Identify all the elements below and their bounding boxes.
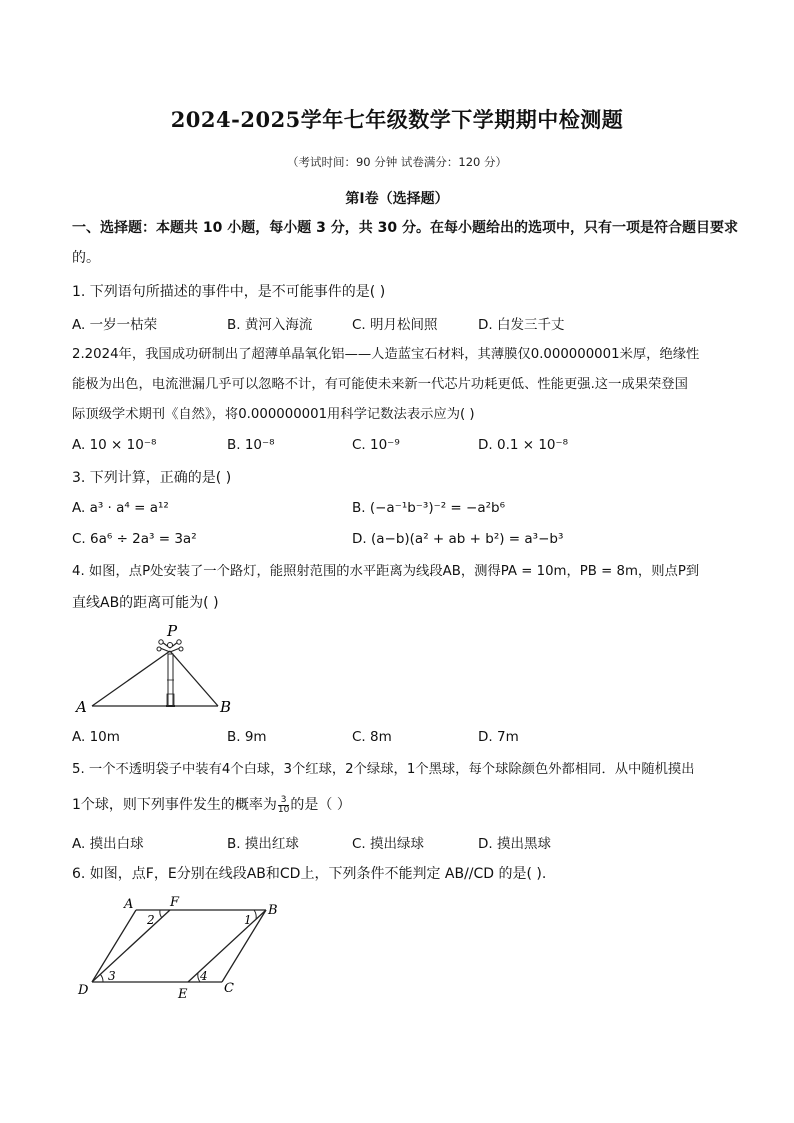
question-2-option-c[interactable]: C. 10⁻⁹	[352, 437, 400, 453]
question-4-option-d[interactable]: D. 7m	[478, 729, 519, 745]
section-title: 第Ⅰ卷（选择题）	[345, 191, 449, 207]
lamp-post-icon	[157, 640, 183, 706]
question-2-line-1: 2.2024年，我国成功研制出了超薄单晶氧化铝——人造蓝宝石材料，其薄膜仅0.000000001米厚，绝缘性	[72, 347, 700, 362]
question-4-line-2: 直线AB的距离可能为( )	[72, 595, 219, 611]
question-3-option-b[interactable]: B. (−a⁻¹b⁻³)⁻² = −a²b⁶	[352, 500, 506, 516]
question-2-option-d[interactable]: D. 0.1 × 10⁻⁸	[478, 437, 569, 453]
label-a: A	[76, 698, 87, 716]
question-3-option-a[interactable]: A. a³ · a⁴ = a¹²	[72, 500, 169, 516]
segment-fd	[92, 910, 170, 982]
question-1-option-b[interactable]: B. 黄河入海流	[227, 317, 313, 333]
question-5-line-2	[72, 795, 351, 815]
question-5-option-c[interactable]: C. 摸出绿球	[352, 836, 425, 852]
label-f: F	[170, 895, 180, 910]
label-p: P	[167, 622, 178, 640]
instructions-line-2: 的。	[72, 250, 100, 266]
question-3-option-d[interactable]: D. (a−b)(a² + ab + b²) = a³−b³	[352, 531, 564, 547]
question-6-stem: 6. 如图，点F，E分别在线段AB和CD上，下列条件不能判定 AB//CD 的是( ).	[72, 866, 547, 882]
question-2-option-a[interactable]: A. 10 × 10⁻⁸	[72, 437, 157, 453]
question-4-line-1: 4. 如图，点P处安装了一个路灯，能照射范围的水平距离为线段AB，测得PA = 10m，PB = 8m，则点P到	[72, 564, 700, 579]
streetlight-figure	[70, 620, 240, 720]
label-a: A	[124, 897, 134, 912]
segment-pa	[92, 651, 170, 706]
question-2-line-3: 际顶级学术期刊《自然》，将0.000000001用科学记数法表示应为( )	[72, 407, 475, 422]
question-1-option-a[interactable]: A. 一岁一枯荣	[72, 317, 158, 333]
question-5-option-d[interactable]: D. 摸出黑球	[478, 836, 551, 852]
question-1-stem: 1. 下列语句所描述的事件中，是不可能事件的是( )	[72, 284, 386, 300]
label-b: B	[220, 698, 232, 716]
instructions-line-1: 一、选择题：本题共 10 小题，每小题 3 分，共 30 分。在每小题给出的选项中，只有一项是符合题目要求	[72, 220, 738, 236]
question-2-line-2: 能极为出色，电流泄漏几乎可以忽略不计，有可能使未来新一代芯片功耗更低、性能更强.这一成果荣登国	[72, 377, 688, 392]
question-2-option-b[interactable]: B. 10⁻⁸	[227, 437, 275, 453]
question-5-line-2-tail: 的是（ ）	[290, 797, 351, 813]
question-1-option-d[interactable]: D. 白发三千丈	[478, 317, 565, 333]
label-c: C	[224, 981, 234, 996]
angle-label-1: 1	[244, 913, 252, 927]
page-title: 2024-2025学年七年级数学下学期期中检测题	[170, 107, 624, 132]
fraction-numerator: 3	[278, 796, 289, 806]
question-5-option-b[interactable]: B. 摸出红球	[227, 836, 299, 852]
question-3-option-c[interactable]: C. 6a⁶ ÷ 2a³ = 3a²	[72, 531, 197, 547]
parallelogram-figure	[72, 892, 287, 1004]
angle-label-4: 4	[200, 969, 208, 983]
angle-label-2: 2	[147, 913, 155, 927]
question-1-option-c[interactable]: C. 明月松间照	[352, 317, 438, 333]
question-5-line-1: 5. 一个不透明袋子中装有4个白球，3个红球，2个绿球，1个黑球，每个球除颜色外都相同．从中随机摸出	[72, 762, 695, 777]
probability-fraction	[278, 796, 289, 815]
question-5-line-2-text: 1个球，则下列事件发生的概率为	[72, 797, 277, 813]
label-d: D	[78, 983, 89, 998]
angle-3-arc	[100, 974, 103, 982]
question-5-option-a[interactable]: A. 摸出白球	[72, 836, 144, 852]
question-4-option-a[interactable]: A. 10m	[72, 729, 120, 745]
label-e: E	[178, 987, 188, 1002]
question-4-option-b[interactable]: B. 9m	[227, 729, 267, 745]
label-b: B	[268, 903, 278, 918]
angle-2-arc	[160, 910, 162, 918]
angle-1-arc	[254, 910, 256, 919]
question-4-option-c[interactable]: C. 8m	[352, 729, 392, 745]
angle-label-3: 3	[108, 969, 116, 983]
fraction-denominator: 10	[277, 804, 290, 815]
segment-pb	[170, 651, 218, 706]
exam-info: （考试时间：90 分钟 试卷满分：120 分）	[286, 155, 508, 169]
question-3-stem: 3. 下列计算，正确的是( )	[72, 470, 232, 486]
